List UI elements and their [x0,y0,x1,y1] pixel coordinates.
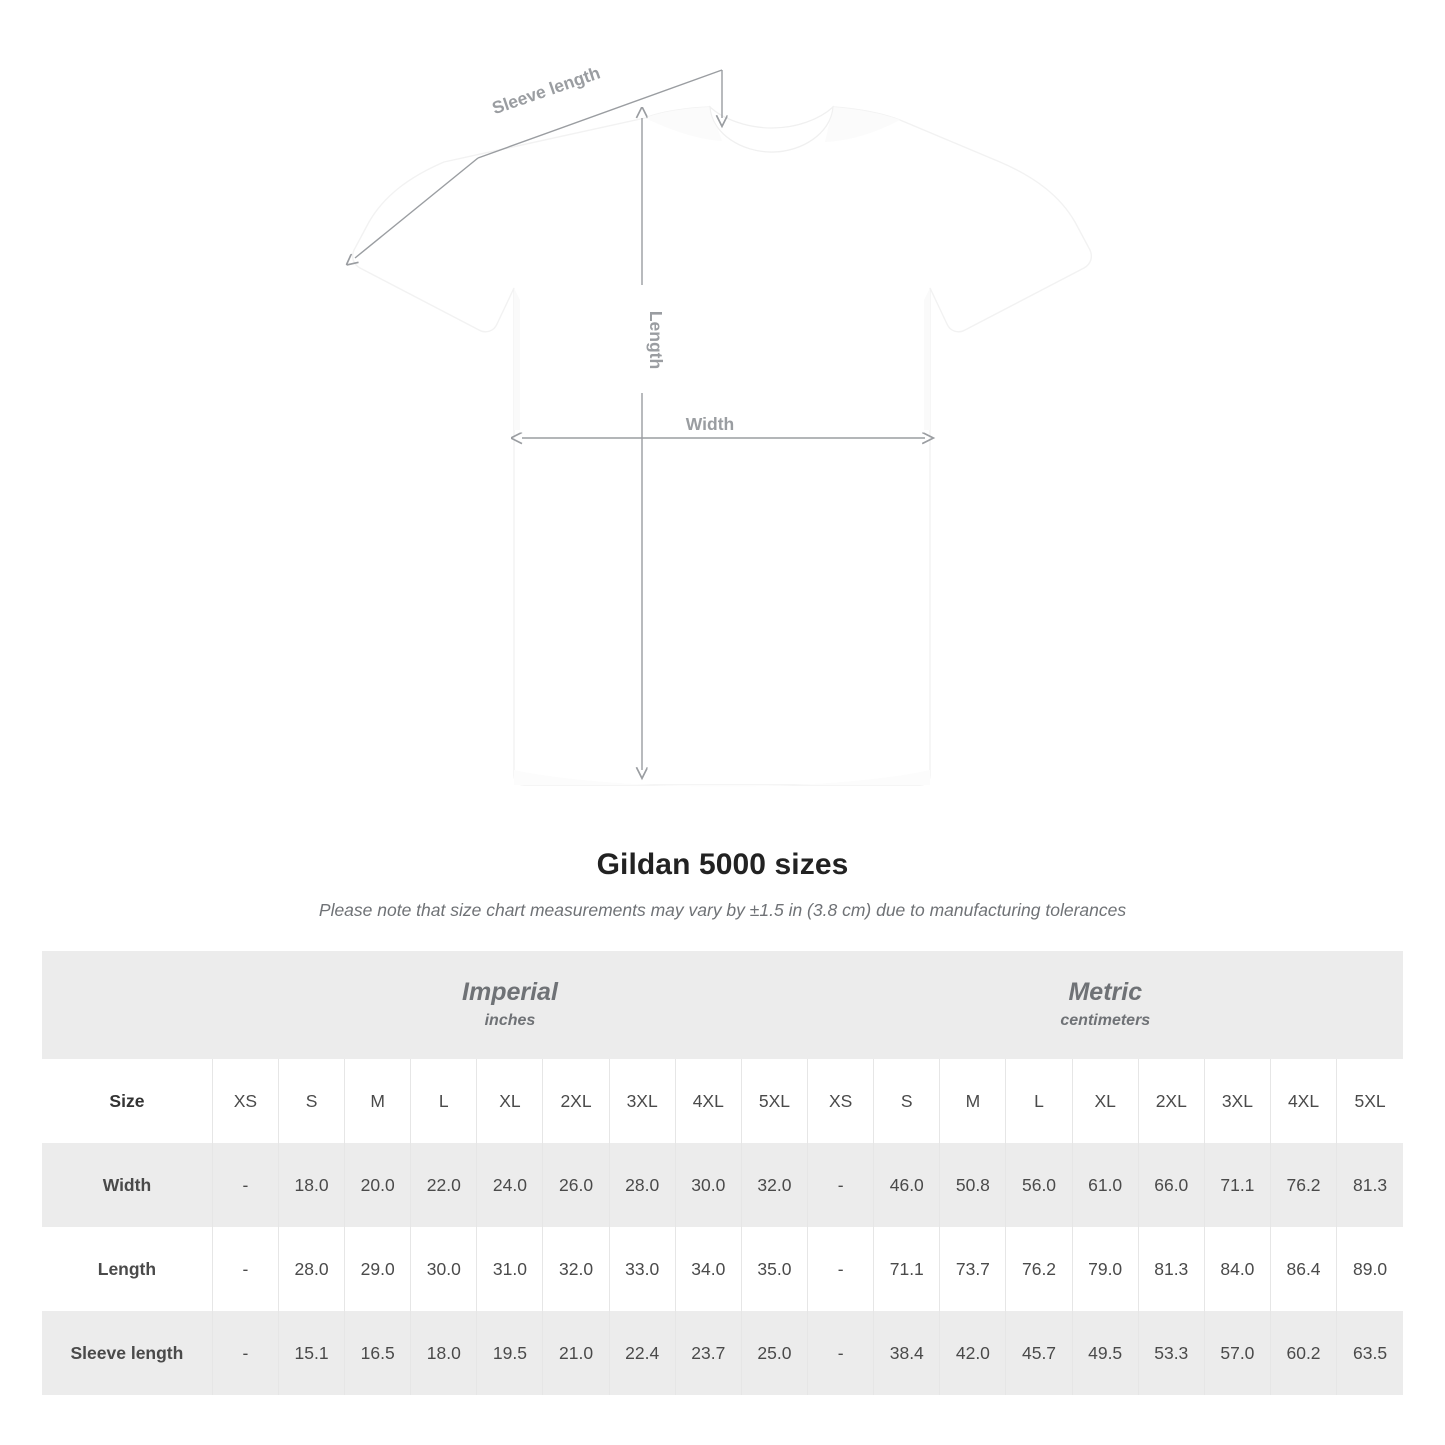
width-metric-2xl: 66.0 [1138,1143,1204,1227]
length-metric-xs: - [808,1227,874,1311]
unit-sub-imperial: inches [484,1011,536,1029]
width-metric-s: 46.0 [874,1143,940,1227]
width-metric-4xl: 76.2 [1270,1143,1336,1227]
sleeve-metric-2xl: 53.3 [1138,1311,1204,1395]
sleeve-metric-l: 45.7 [1006,1311,1072,1395]
size-header-imperial-xl: XL [477,1059,543,1143]
size-header-metric-s: S [874,1059,940,1143]
width-metric-xl: 61.0 [1072,1143,1138,1227]
length-metric-4xl: 86.4 [1270,1227,1336,1311]
width-imperial-m: 20.0 [345,1143,411,1227]
length-imperial-xl: 31.0 [477,1227,543,1311]
length-imperial-xs: - [212,1227,278,1311]
table-row-sleeve-length [42,1311,1403,1395]
size-header-imperial-2xl: 2XL [543,1059,609,1143]
size-header-metric-xl: XL [1072,1059,1138,1143]
length-imperial-3xl: 33.0 [609,1227,675,1311]
unit-header-metric [808,951,1403,1059]
size-header-metric-l: L [1006,1059,1072,1143]
sleeve-metric-m: 42.0 [940,1311,1006,1395]
size-table-wrapper [42,951,1403,1395]
length-metric-m: 73.7 [940,1227,1006,1311]
sleeve-imperial-2xl: 21.0 [543,1311,609,1395]
width-imperial-xl: 24.0 [477,1143,543,1227]
sleeve-imperial-5xl: 25.0 [741,1311,807,1395]
length-metric-2xl: 81.3 [1138,1227,1204,1311]
sleeve-metric-s: 38.4 [874,1311,940,1395]
width-imperial-xs: - [212,1143,278,1227]
unit-header-imperial [212,951,807,1059]
width-metric-3xl: 71.1 [1204,1143,1270,1227]
size-header-row [42,1059,1403,1143]
length-imperial-4xl: 34.0 [675,1227,741,1311]
size-header-imperial-xs: XS [212,1059,278,1143]
length-metric-5xl: 89.0 [1337,1227,1403,1311]
sleeve-metric-4xl: 60.2 [1270,1311,1336,1395]
length-imperial-2xl: 32.0 [543,1227,609,1311]
sleeve-length-label: Sleeve length [489,62,603,119]
size-header-imperial-s: S [278,1059,344,1143]
sleeve-metric-5xl: 63.5 [1337,1311,1403,1395]
table-row-width [42,1143,1403,1227]
size-header-metric-3xl: 3XL [1204,1059,1270,1143]
row-label-width: Width [42,1143,212,1227]
sleeve-metric-xs: - [808,1311,874,1395]
length-label: Length [646,310,666,370]
size-header-metric-2xl: 2XL [1138,1059,1204,1143]
width-imperial-l: 22.0 [411,1143,477,1227]
length-imperial-l: 30.0 [411,1227,477,1311]
length-imperial-s: 28.0 [278,1227,344,1311]
chart-title: Gildan 5000 sizes [596,848,849,881]
width-imperial-s: 18.0 [278,1143,344,1227]
tshirt-shape [353,107,1092,787]
width-imperial-4xl: 30.0 [675,1143,741,1227]
sleeve-imperial-3xl: 22.4 [609,1311,675,1395]
size-header-metric-4xl: 4XL [1270,1059,1336,1143]
row-label-length: Length [42,1227,212,1311]
chart-note: Please note that size chart measurements may vary by ±1.5 in (3.8 cm) due to manufacturing tolerances [318,900,1127,920]
length-metric-l: 76.2 [1006,1227,1072,1311]
width-metric-xs: - [808,1143,874,1227]
unit-header-spacer [42,951,212,1059]
unit-name-metric: Metric [1068,977,1143,1006]
size-header-imperial-3xl: 3XL [609,1059,675,1143]
unit-name-imperial: Imperial [462,977,558,1006]
width-metric-m: 50.8 [940,1143,1006,1227]
size-header-imperial-l: L [411,1059,477,1143]
title-block [0,848,1445,921]
table-row-length [42,1227,1403,1311]
sleeve-imperial-4xl: 23.7 [675,1311,741,1395]
width-label: Width [685,414,735,434]
width-imperial-2xl: 26.0 [543,1143,609,1227]
size-header-imperial-4xl: 4XL [675,1059,741,1143]
size-header-metric-m: M [940,1059,1006,1143]
width-metric-l: 56.0 [1006,1143,1072,1227]
sleeve-imperial-m: 16.5 [345,1311,411,1395]
size-header-label: Size [42,1059,212,1143]
size-table [42,951,1403,1395]
unit-header-row [42,951,1403,1059]
row-label-sleeve-length: Sleeve length [42,1311,212,1395]
unit-sub-metric: centimeters [1060,1011,1151,1029]
size-header-imperial-m: M [345,1059,411,1143]
sleeve-metric-3xl: 57.0 [1204,1311,1270,1395]
sleeve-imperial-xs: - [212,1311,278,1395]
sleeve-imperial-xl: 19.5 [477,1311,543,1395]
sleeve-imperial-s: 15.1 [278,1311,344,1395]
sleeve-metric-xl: 49.5 [1072,1311,1138,1395]
size-header-metric-xs: XS [808,1059,874,1143]
width-metric-5xl: 81.3 [1337,1143,1403,1227]
size-header-imperial-5xl: 5XL [741,1059,807,1143]
size-header-metric-5xl: 5XL [1337,1059,1403,1143]
length-imperial-5xl: 35.0 [741,1227,807,1311]
length-metric-3xl: 84.0 [1204,1227,1270,1311]
sleeve-imperial-l: 18.0 [411,1311,477,1395]
width-imperial-3xl: 28.0 [609,1143,675,1227]
width-imperial-5xl: 32.0 [741,1143,807,1227]
length-metric-xl: 79.0 [1072,1227,1138,1311]
length-imperial-m: 29.0 [345,1227,411,1311]
length-metric-s: 71.1 [874,1227,940,1311]
